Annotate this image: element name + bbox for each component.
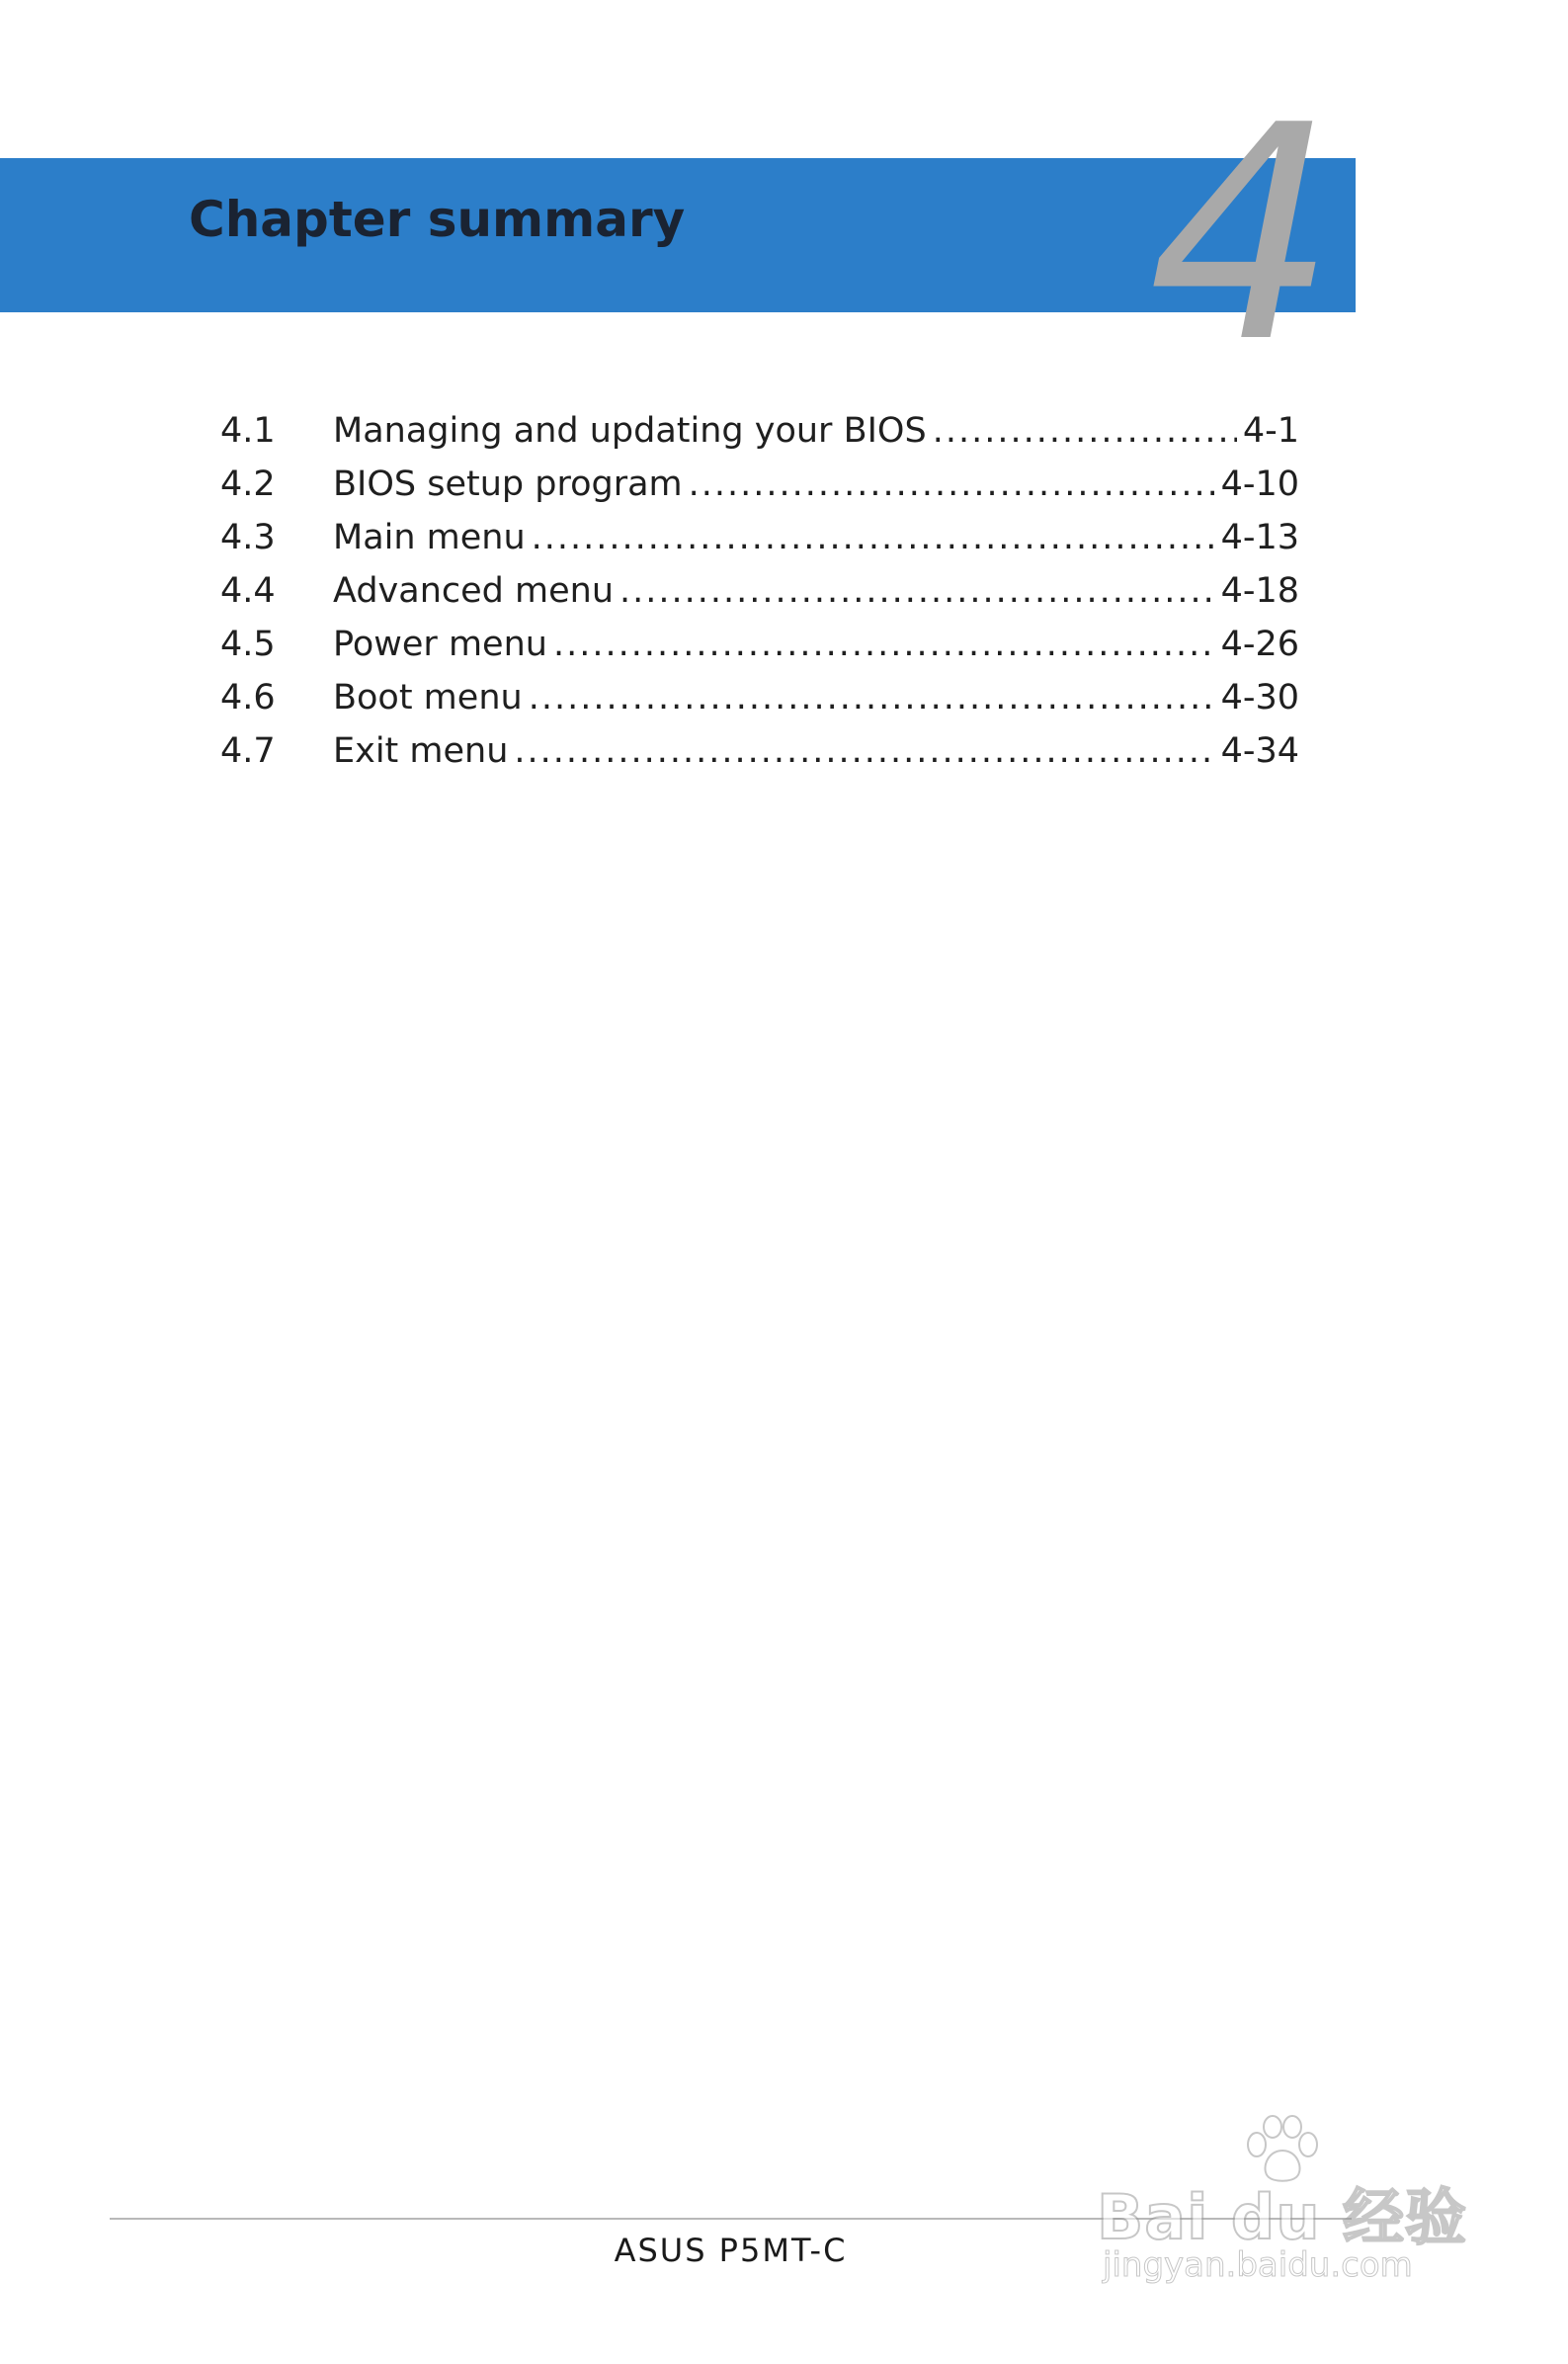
toc-dot-leader bbox=[532, 518, 1215, 557]
toc-entry-number: 4.3 bbox=[220, 518, 276, 557]
toc-entry-title: Managing and updating your BIOS bbox=[333, 411, 927, 451]
toc-entry-title: Main menu bbox=[333, 518, 526, 557]
toc-entry-page: 4-26 bbox=[1220, 625, 1299, 664]
toc-dot-leader bbox=[933, 411, 1237, 451]
toc-dot-leader bbox=[689, 464, 1215, 504]
toc-entry[interactable] bbox=[220, 678, 1299, 731]
toc-entry-number: 4.4 bbox=[220, 571, 276, 611]
toc-entry-title: Advanced menu bbox=[333, 571, 614, 611]
footer-product-name: ASUS P5MT-C bbox=[614, 2232, 848, 2269]
toc-entry-title: BIOS setup program bbox=[333, 464, 683, 504]
table-of-contents bbox=[220, 411, 1299, 785]
toc-dot-leader bbox=[553, 625, 1215, 664]
toc-dot-leader bbox=[619, 571, 1215, 611]
chapter-number: 4 bbox=[1148, 62, 1337, 407]
toc-entry[interactable] bbox=[220, 625, 1299, 678]
toc-entry-number: 4.5 bbox=[220, 625, 276, 664]
toc-entry[interactable] bbox=[220, 464, 1299, 518]
toc-entry-page: 4-10 bbox=[1220, 464, 1299, 504]
baidu-watermark bbox=[1097, 2115, 1492, 2283]
toc-entry-title: Power menu bbox=[333, 625, 547, 664]
watermark-brand: Bai du 经验 bbox=[1097, 2181, 1468, 2253]
toc-entry[interactable] bbox=[220, 571, 1299, 625]
toc-entry-title: Boot menu bbox=[333, 678, 523, 718]
watermark-url: jingyan.baidu.com bbox=[1103, 2245, 1413, 2285]
toc-entry-page: 4-34 bbox=[1220, 731, 1299, 771]
toc-entry-number: 4.1 bbox=[220, 411, 276, 451]
toc-entry[interactable] bbox=[220, 731, 1299, 785]
chapter-title: Chapter summary bbox=[189, 191, 686, 248]
toc-entry-number: 4.2 bbox=[220, 464, 276, 504]
toc-entry[interactable] bbox=[220, 518, 1299, 571]
toc-entry-title: Exit menu bbox=[333, 731, 509, 771]
toc-entry-page: 4-30 bbox=[1220, 678, 1299, 718]
toc-entry-page: 4-18 bbox=[1220, 571, 1299, 611]
toc-entry-number: 4.7 bbox=[220, 731, 276, 771]
toc-entry-page: 4-1 bbox=[1242, 411, 1299, 451]
toc-dot-leader bbox=[514, 731, 1214, 771]
toc-entry[interactable] bbox=[220, 411, 1299, 464]
toc-entry-number: 4.6 bbox=[220, 678, 276, 718]
toc-dot-leader bbox=[529, 678, 1215, 718]
toc-entry-page: 4-13 bbox=[1220, 518, 1299, 557]
